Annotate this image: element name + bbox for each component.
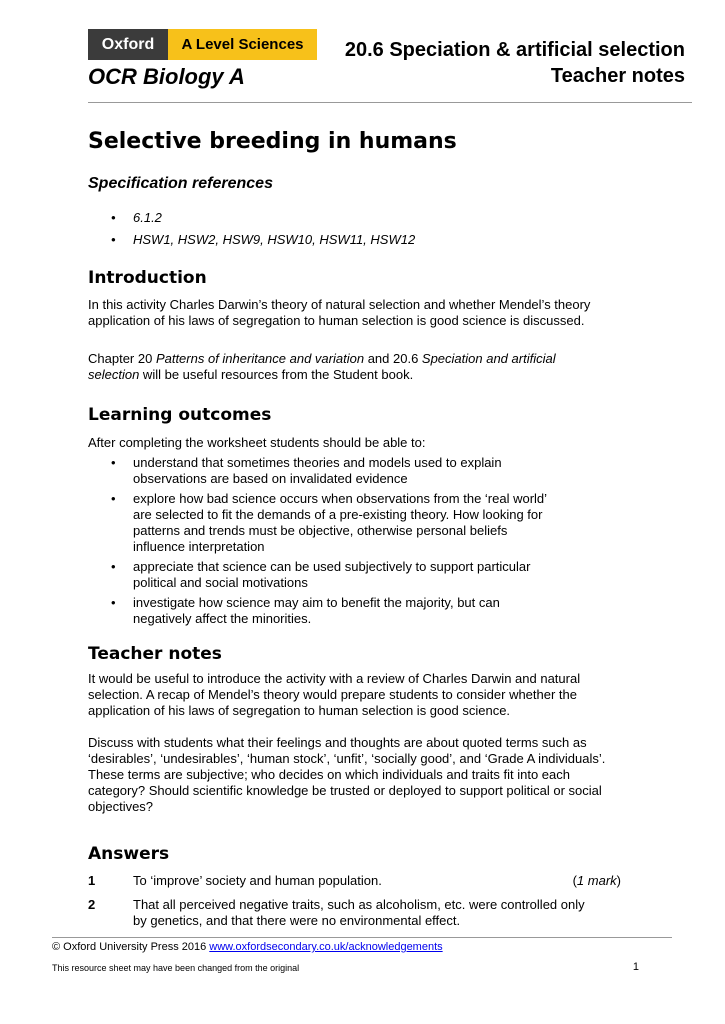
answer-text: That all perceived negative traits, such as alcoholism, etc. were controlled only by genetics, and that there were no environmental effect. [133, 897, 585, 928]
course-title: OCR Biology A [88, 64, 245, 89]
teacher-paragraph-2: Discuss with students what their feelings and thoughts are about quoted terms such as ‘desirables’, ‘undesirables’, ‘human stock’, ‘unfit’, ‘socially good’, and ‘Grade A individuals’. These terms are subjective; who decides on which individuals and traits fit into each category? Should scientific knowledge be trusted or deployed to support political or social objectives? [88, 735, 606, 814]
footer-rule [52, 937, 672, 938]
answer-text: To ‘improve’ society and human population. [133, 873, 382, 888]
outcomes-lead: After completing the worksheet students should be able to: [88, 435, 426, 450]
list-item: • 6.1.2 [111, 210, 162, 225]
page-title: Selective breeding in humans [88, 129, 457, 154]
teacher-paragraph-1: It would be useful to introduce the activity with a review of Charles Darwin and natural selection. A recap of Mendel’s theory would prepare students to consider whether the application of his laws of segregation to human selection is good science. [88, 671, 581, 718]
list-item: • understand that sometimes theories and models used to explain observations are based on invalidated evidence [111, 455, 502, 486]
outcomes-heading: Learning outcomes [88, 405, 272, 425]
header-rule [88, 102, 692, 103]
answer-number: 2 [88, 897, 96, 912]
list-item: • investigate how science may aim to benefit the majority, but can negatively affect the minorities. [111, 595, 500, 626]
logo-oxford: Oxford [88, 29, 168, 60]
spec-list [111, 210, 416, 254]
teacher-notes-heading: Teacher notes [88, 644, 222, 664]
list-item: • explore how bad science occurs when observations from the ‘real world’ are selected to fit the demands of a pre-existing theory. How looking for patterns and trends must be objective, otherwise personal beliefs influence interpretation [111, 491, 547, 554]
list-item: • appreciate that science can be used subjectively to support particular political and social motivations [111, 559, 531, 590]
intro-heading: Introduction [88, 268, 207, 288]
answer-mark: (1 mark) [572, 873, 621, 888]
intro-paragraph-1: In this activity Charles Darwin’s theory of natural selection and whether Mendel’s theory application of his laws of segregation to human selection is good science is discussed. [88, 297, 591, 328]
spec-heading: Specification references [88, 175, 273, 192]
doc-type: Teacher notes [550, 65, 685, 87]
intro-paragraph-2: Chapter 20 Patterns of inheritance and variation and 20.6 Speciation and artificial selection will be useful resources from the Student book. [88, 351, 556, 382]
page-number: 1 [632, 961, 639, 973]
answer-number: 1 [88, 873, 96, 888]
footer-copyright: © Oxford University Press 2016 www.oxfordsecondary.co.uk/acknowledgements [52, 941, 443, 953]
list-item: • HSW1, HSW2, HSW9, HSW10, HSW11, HSW12 [111, 232, 416, 247]
oxford-logo [88, 29, 317, 60]
header-right [345, 37, 685, 89]
answers-heading: Answers [88, 844, 170, 864]
outcomes-list [111, 455, 553, 631]
topic-title: 20.6 Speciation & artificial selection [344, 39, 685, 61]
logo-series: A Level Sciences [168, 29, 317, 60]
acknowledgements-link[interactable]: www.oxfordsecondary.co.uk/acknowledgements [209, 941, 443, 953]
footer-note: This resource sheet may have been changed from the original [52, 963, 300, 973]
